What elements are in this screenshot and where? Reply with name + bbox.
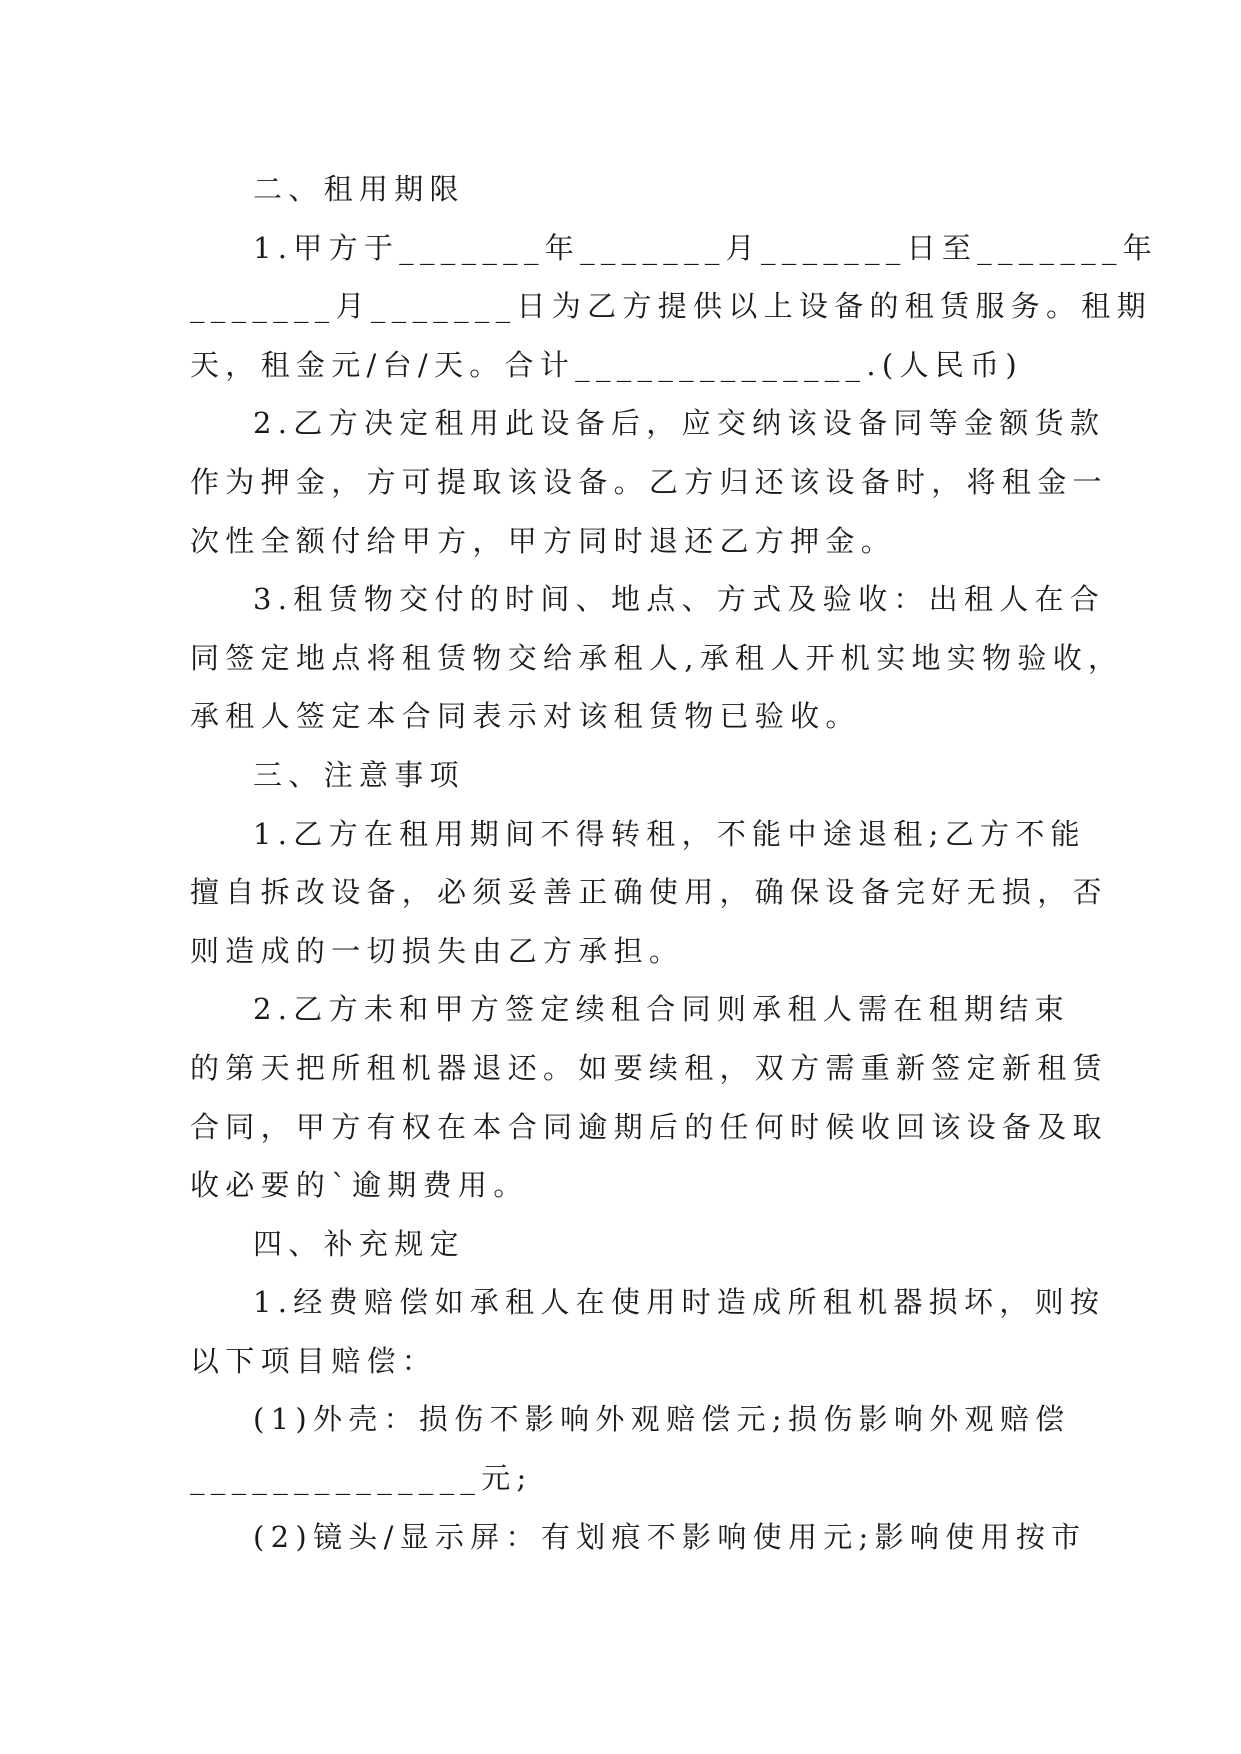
- paragraph-line: 收必要的`逾期费用。: [190, 1168, 529, 1203]
- paragraph-line: 1.甲方于_______年_______月_______日至_______年: [253, 230, 1159, 265]
- paragraph-line: 以下项目赔偿：: [190, 1343, 438, 1378]
- paragraph-line: 次性全额付给甲方，甲方同时退还乙方押金。: [190, 523, 897, 558]
- paragraph-line: ______________元;: [190, 1461, 533, 1496]
- paragraph-line: 则造成的一切损失由乙方承担。: [190, 933, 685, 968]
- section-heading-supplementary: 四、补充规定: [253, 1226, 465, 1261]
- paragraph-line: 作为押金，方可提取该设备。乙方归还该设备时，将租金一: [190, 464, 1108, 499]
- paragraph-line: 3.租赁物交付的时间、地点、方式及验收：出租人在合: [253, 582, 1106, 617]
- paragraph-line: _______月_______日为乙方提供以上设备的租赁服务。租期: [190, 289, 1152, 324]
- section-heading-lease-term: 二、租用期限: [253, 172, 465, 206]
- paragraph-line: 2.乙方决定租用此设备后，应交纳该设备同等金额货款: [253, 406, 1106, 441]
- section-heading-notes: 三、注意事项: [253, 757, 465, 792]
- paragraph-line: 天，租金元/台/天。合计______________.(人民币): [190, 347, 1023, 382]
- paragraph-line: 1.经费赔偿如承租人在使用时造成所租机器损坏，则按: [253, 1285, 1106, 1320]
- paragraph-line: 承租人签定本合同表示对该租赁物已验收。: [190, 699, 861, 734]
- paragraph-line: 同签定地点将租赁物交给承租人,承租人开机实地实物验收，: [190, 640, 1124, 675]
- paragraph-line: 2.乙方未和甲方签定续租合同则承租人需在租期结束: [253, 992, 1070, 1027]
- paragraph-line: 擅自拆改设备，必须妥善正确使用，确保设备完好无损，否: [190, 875, 1108, 910]
- paragraph-line: 合同，甲方有权在本合同逾期后的任何时候收回该设备及取: [190, 1109, 1108, 1144]
- paragraph-line: 的第天把所租机器退还。如要续租，双方需重新签定新租赁: [190, 1050, 1108, 1085]
- document-body: [190, 160, 1159, 1566]
- paragraph-line: 1.乙方在租用期间不得转租，不能中途退租;乙方不能: [253, 816, 1086, 851]
- paragraph-line: (2)镜头/显示屏：有划痕不影响使用元;影响使用按市: [253, 1519, 1087, 1554]
- paragraph-line: (1)外壳：损伤不影响外观赔偿元;损伤影响外观赔偿: [253, 1402, 1071, 1437]
